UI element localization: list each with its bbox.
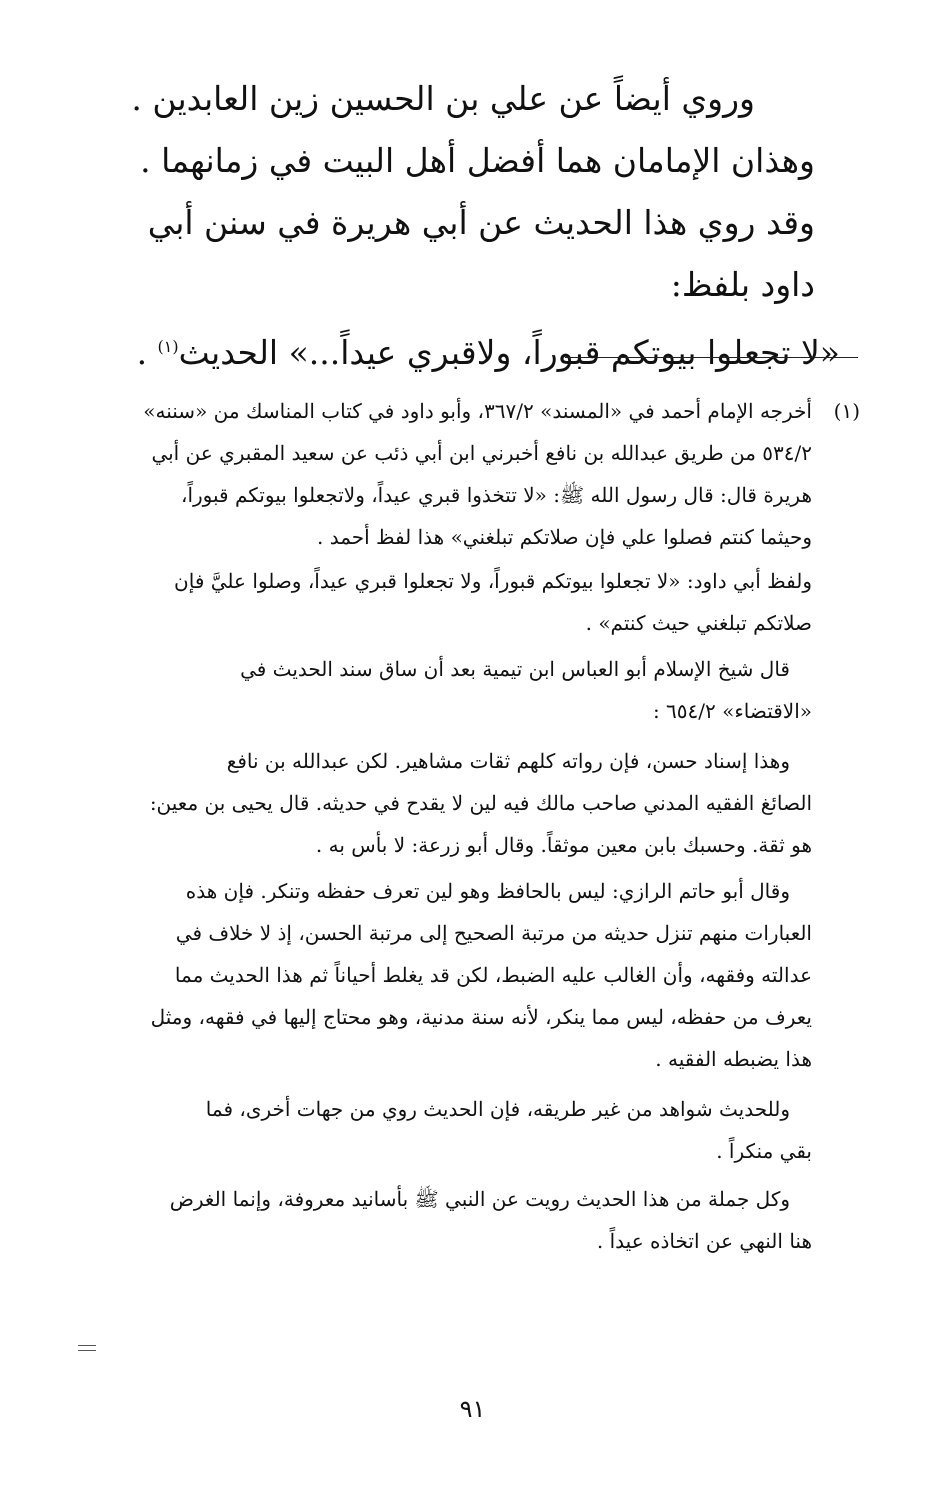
footnote-separator bbox=[565, 357, 858, 358]
fn-line: الصائغ الفقيه المدني صاحب مالك فيه لين لا يقدح في حديثه. قال يحيى بن معين: bbox=[149, 791, 812, 815]
page-number: ٩١ bbox=[459, 1395, 486, 1423]
fn-line: هو ثقة. وحسبك بابن معين موثقاً. وقال أبو زرعة: لا بأس به . bbox=[315, 833, 812, 857]
main-text bbox=[110, 68, 840, 384]
quoted-hadith: «لا تجعلوا بيوتكم قبوراً، ولاقبري عيداً...» الحديث bbox=[178, 333, 840, 372]
fn-line: يعرف من حفظه، ليس مما ينكر، لأنه سنة مدنية، وهو محتاج إليها في فقهه، ومثل bbox=[150, 1005, 812, 1029]
line-end: . bbox=[136, 333, 158, 372]
fn-line: وقال أبو حاتم الرازي: ليس بالحافظ وهو لين تعرف حفظه وتنكر. فإن هذه bbox=[185, 879, 790, 903]
fn-line: هذا يضبطه الفقيه . bbox=[655, 1047, 812, 1071]
margin-mark bbox=[78, 1345, 96, 1351]
fn-line: وحيثما كنتم فصلوا علي فإن صلاتكم تبلغني» هذا لفظ أحمد . bbox=[317, 525, 812, 549]
fn-line: بقي منكراً . bbox=[716, 1139, 812, 1163]
fn-line: هنا النهي عن اتخاذه عيداً . bbox=[596, 1229, 812, 1253]
footnote-ref: (١) bbox=[157, 337, 179, 356]
fn-line: العبارات منهم تنزل حديثه من مرتبة الصحيح إلى مرتبة الحسن، إذ لا خلاف في bbox=[175, 921, 812, 945]
footnote-number: (١) bbox=[833, 399, 860, 423]
fn-line: وهذا إسناد حسن، فإن رواته كلهم ثقات مشاهير. لكن عبدالله بن نافع bbox=[226, 749, 790, 773]
fn-line: وللحديث شواهد من غير طريقه، فإن الحديث روي من جهات أخرى، فما bbox=[205, 1097, 790, 1121]
footnote-body bbox=[105, 390, 860, 1262]
main-line-1: وروي أيضاً عن علي بن الحسين زين العابدين . bbox=[131, 79, 755, 118]
fn-line: قال شيخ الإسلام أبو العباس ابن تيمية بعد أن ساق سند الحديث في bbox=[240, 657, 790, 681]
fn-line: ٥٣٤/٢ من طريق عبدالله بن نافع أخبرني ابن أبي ذئب عن سعيد المقبري عن أبي bbox=[151, 441, 812, 465]
fn-line: عدالته وفقهه، وأن الغالب عليه الضبط، لكن قد يغلط أحياناً ثم هذا الحديث مما bbox=[174, 963, 812, 987]
main-line-4 bbox=[110, 316, 840, 384]
fn-line: وكل جملة من هذا الحديث رويت عن النبي ﷺ بأسانيد معروفة، وإنما الغرض bbox=[169, 1187, 790, 1211]
fn-line: «الاقتضاء» ٦٥٤/٢ : bbox=[652, 699, 812, 723]
fn-line: أخرجه الإمام أحمد في «المسند» ٣٦٧/٢، وأبو داود في كتاب المناسك من «سننه» bbox=[143, 399, 812, 423]
fn-line: صلاتكم تبلغني حيث كنتم» . bbox=[585, 611, 812, 635]
main-line-3: وقد روي هذا الحديث عن أبي هريرة في سنن أبي داود بلفظ: bbox=[147, 203, 815, 304]
main-line-2: وهذان الإمامان هما أفضل أهل البيت في زمانهما . bbox=[140, 141, 815, 180]
footnote bbox=[105, 390, 860, 1262]
fn-line: هريرة قال: قال رسول الله ﷺ: «لا تتخذوا قبري عيداً، ولاتجعلوا بيوتكم قبوراً، bbox=[180, 483, 812, 507]
fn-line: ولفظ أبي داود: «لا تجعلوا بيوتكم قبوراً، ولا تجعلوا قبري عيداً، وصلوا عليَّ فإن bbox=[174, 569, 812, 593]
